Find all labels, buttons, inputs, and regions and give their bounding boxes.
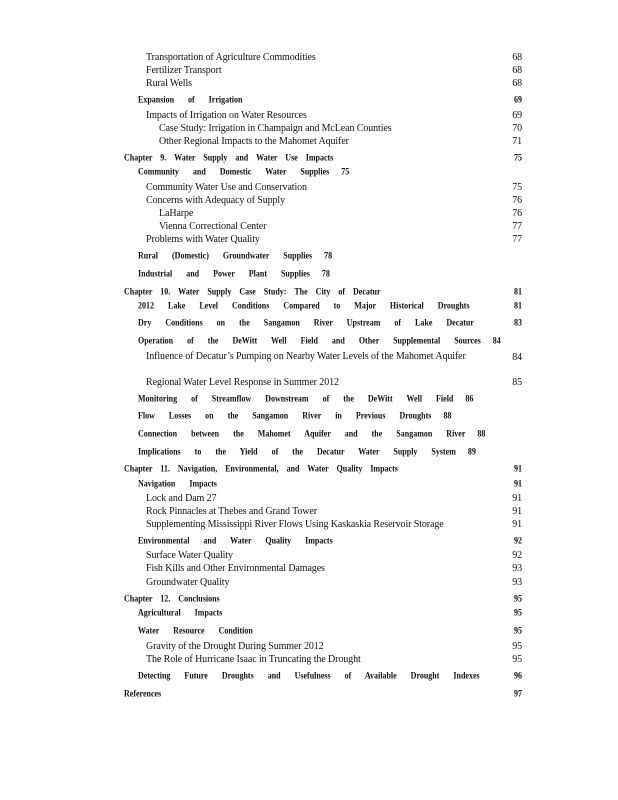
toc-entry-page: 96 (514, 670, 522, 681)
toc-entry-page: 91 (514, 478, 522, 489)
toc-entry[interactable] (138, 411, 522, 421)
toc-entry-page: 75 (514, 152, 522, 163)
toc-entry-title: Supplementing Mississippi River Flows Using Kaskaskia Reservoir Storage (146, 519, 444, 530)
toc-entry[interactable] (159, 208, 522, 219)
toc-entry[interactable] (138, 447, 522, 457)
toc-entry-page: 91 (512, 493, 522, 504)
toc-entry[interactable] (159, 123, 522, 134)
toc-entry-page: 68 (512, 78, 522, 89)
toc-entry-page: 95 (514, 593, 522, 604)
toc-entry[interactable] (146, 654, 522, 665)
toc-entry[interactable] (138, 429, 522, 439)
toc-entry-title: Navigation Impacts (138, 478, 217, 489)
toc-entry[interactable] (138, 536, 522, 546)
toc-entry-page: 77 (512, 221, 522, 232)
toc-entry-page: 69 (512, 110, 522, 121)
toc-entry-title: Chapter 11. Navigation, Environmental, and Water Quality Impacts (124, 463, 398, 474)
toc-entry-page: 91 (514, 463, 522, 474)
toc-entry-title: Community Water Use and Conservation (146, 182, 307, 193)
toc-entry[interactable] (159, 136, 522, 147)
toc-entry-title: 2012 Lake Level Conditions Compared to Major Historical Droughts (138, 300, 470, 311)
toc-entry-title: Fertilizer Transport (146, 65, 222, 76)
toc-entry-page: 77 (512, 234, 522, 245)
toc-entry[interactable] (124, 464, 522, 474)
toc-entry[interactable] (146, 377, 522, 388)
toc-entry[interactable] (146, 78, 522, 89)
toc-entry-title: Gravity of the Drought During Summer 2012 (146, 641, 324, 652)
toc-entry-page: 89 (467, 446, 476, 457)
toc-entry[interactable] (138, 626, 522, 636)
toc-entry[interactable] (146, 577, 522, 588)
toc-entry-page: 78 (324, 250, 333, 261)
toc-entry[interactable] (146, 195, 522, 206)
toc-entry-page: 76 (512, 195, 522, 206)
toc-entry-title: Impacts of Irrigation on Water Resources (146, 110, 307, 121)
toc-entry-title: Vienna Correctional Center (159, 221, 267, 232)
toc-entry[interactable] (124, 287, 522, 297)
toc-entry-title: Water Resource Condition (138, 625, 253, 636)
toc-entry-title: Chapter 9. Water Supply and Water Use Impacts (124, 152, 334, 163)
toc-entry[interactable] (138, 336, 522, 346)
toc-entry-title: Dry Conditions on the Sangamon River Upstream of Lake Decatur (138, 317, 474, 328)
toc-entry-page: 92 (514, 535, 522, 546)
toc-entry-page: 88 (443, 410, 452, 421)
toc-entry-page: 75 (512, 182, 522, 193)
toc-entry-page: 95 (512, 641, 522, 652)
toc-entry[interactable] (146, 563, 522, 574)
toc-entry-page: 68 (512, 65, 522, 76)
toc-entry[interactable] (146, 110, 522, 121)
toc-entry-title: Other Regional Impacts to the Mahomet Aquifer (159, 136, 349, 147)
toc-entry[interactable] (124, 350, 522, 363)
toc-entry[interactable] (146, 182, 522, 193)
toc-entry-title: Chapter 10. Water Supply Case Study: The City of Decatur (124, 286, 381, 297)
toc-entry[interactable] (138, 269, 522, 279)
toc-entry[interactable] (124, 689, 522, 699)
toc-entry-page: 91 (512, 519, 522, 530)
toc-entry-title: Chapter 12. Conclusions (124, 593, 220, 604)
toc-entry-page: 95 (512, 654, 522, 665)
toc-entry-title: Regional Water Level Response in Summer 2012 (146, 377, 339, 388)
toc-entry[interactable] (138, 608, 522, 618)
toc-entry-page: 81 (514, 286, 522, 297)
toc-entry[interactable] (138, 394, 522, 404)
toc-entry-title: Implications to the Yield of the Decatur Water Supply System (138, 446, 456, 457)
toc-entry-title: Community and Domestic Water Supplies (138, 166, 330, 177)
toc-entry[interactable] (159, 221, 522, 232)
toc-entry[interactable] (138, 95, 522, 105)
toc-entry-title: The Role of Hurricane Isaac in Truncating the Drought (146, 654, 361, 665)
toc-entry-page: 84 (492, 335, 501, 346)
toc-entry[interactable] (146, 65, 522, 76)
toc-entry-title: Problems with Water Quality (146, 234, 260, 245)
toc-entry-page: 97 (514, 688, 522, 699)
toc-entry-page: 83 (514, 317, 522, 328)
toc-entry-title: Connection between the Mahomet Aquifer and the Sangamon River (138, 428, 466, 439)
toc-entry[interactable] (138, 318, 522, 328)
toc-entry[interactable] (138, 251, 522, 261)
toc-entry-page: 69 (514, 94, 522, 105)
toc-entry-page: 93 (512, 563, 522, 574)
toc-entry-page: 68 (512, 52, 522, 63)
toc-entry-title: Expansion of Irrigation (138, 94, 243, 105)
toc-entry-title: Influence of Decatur’s Pumping on Nearby Water Levels of the Mahomet Aquifer (146, 351, 466, 362)
toc-entry-page: 95 (514, 607, 522, 618)
toc-entry-title: LaHarpe (159, 208, 194, 219)
toc-entry[interactable] (146, 493, 522, 504)
toc-entry-title: Fish Kills and Other Environmental Damages (146, 563, 325, 574)
toc-entry-title: Groundwater Quality (146, 577, 230, 588)
toc-entry-title: Lock and Dam 27 (146, 493, 217, 504)
toc-entry-title: Agricultural Impacts (138, 607, 223, 618)
toc-entry-title: Monitoring of Streamflow Downstream of the DeWitt Well Field (138, 393, 454, 404)
toc-entry[interactable] (146, 52, 522, 63)
toc-entry-page: 92 (512, 550, 522, 561)
toc-entry-title: Rural (Domestic) Groundwater Supplies (138, 250, 313, 261)
toc-entry-title: Detecting Future Droughts and Usefulness of Available Drought Indexes (138, 670, 480, 681)
toc-entry[interactable] (138, 167, 522, 177)
toc-entry-title: Rock Pinnacles at Thebes and Grand Tower (146, 506, 317, 517)
toc-entry-title: Surface Water Quality (146, 550, 233, 561)
toc-entry-page: 81 (514, 300, 522, 311)
toc-entry-title: Rural Wells (146, 78, 192, 89)
toc-entry[interactable] (146, 641, 522, 652)
toc-entry[interactable] (138, 301, 522, 311)
toc-entry-title: Transportation of Agriculture Commodities (146, 52, 316, 63)
toc-entry-page: 93 (512, 577, 522, 588)
toc-entry-title: Industrial and Power Plant Supplies (138, 268, 310, 279)
toc-entry-title: Environmental and Water Quality Impacts (138, 535, 333, 546)
toc-entry[interactable] (146, 550, 522, 561)
toc-entry-title: Operation of the DeWitt Well Field and Other Supplemental Sources (138, 335, 481, 346)
toc-entry-page: 84 (512, 352, 522, 363)
toc-entry-page: 91 (512, 506, 522, 517)
toc-entry-page: 95 (514, 625, 522, 636)
toc-entry-title: Flow Losses on the Sangamon River in Previous Droughts (138, 410, 432, 421)
toc-entry[interactable] (146, 234, 522, 245)
toc-entry[interactable] (124, 153, 522, 163)
toc-entry[interactable] (146, 506, 522, 517)
toc-entry-page: 70 (512, 123, 522, 134)
toc-entry-page: 85 (512, 377, 522, 388)
toc-entry[interactable] (146, 519, 522, 530)
toc-entry-page: 88 (477, 428, 486, 439)
toc-entry-page: 76 (512, 208, 522, 219)
toc-entry-page: 71 (512, 136, 522, 147)
toc-entry-page: 75 (341, 166, 350, 177)
toc-entry[interactable] (124, 594, 522, 604)
toc-entry-page: 78 (321, 268, 330, 279)
toc-entry[interactable] (138, 671, 522, 681)
toc-entry-title: Case Study: Irrigation in Champaign and McLean Counties (159, 123, 392, 134)
toc-entry-title: Concerns with Adequacy of Supply (146, 195, 286, 206)
toc-entry-page: 86 (465, 393, 474, 404)
toc-entry-title: References (124, 688, 162, 699)
toc-entry[interactable] (138, 479, 522, 489)
